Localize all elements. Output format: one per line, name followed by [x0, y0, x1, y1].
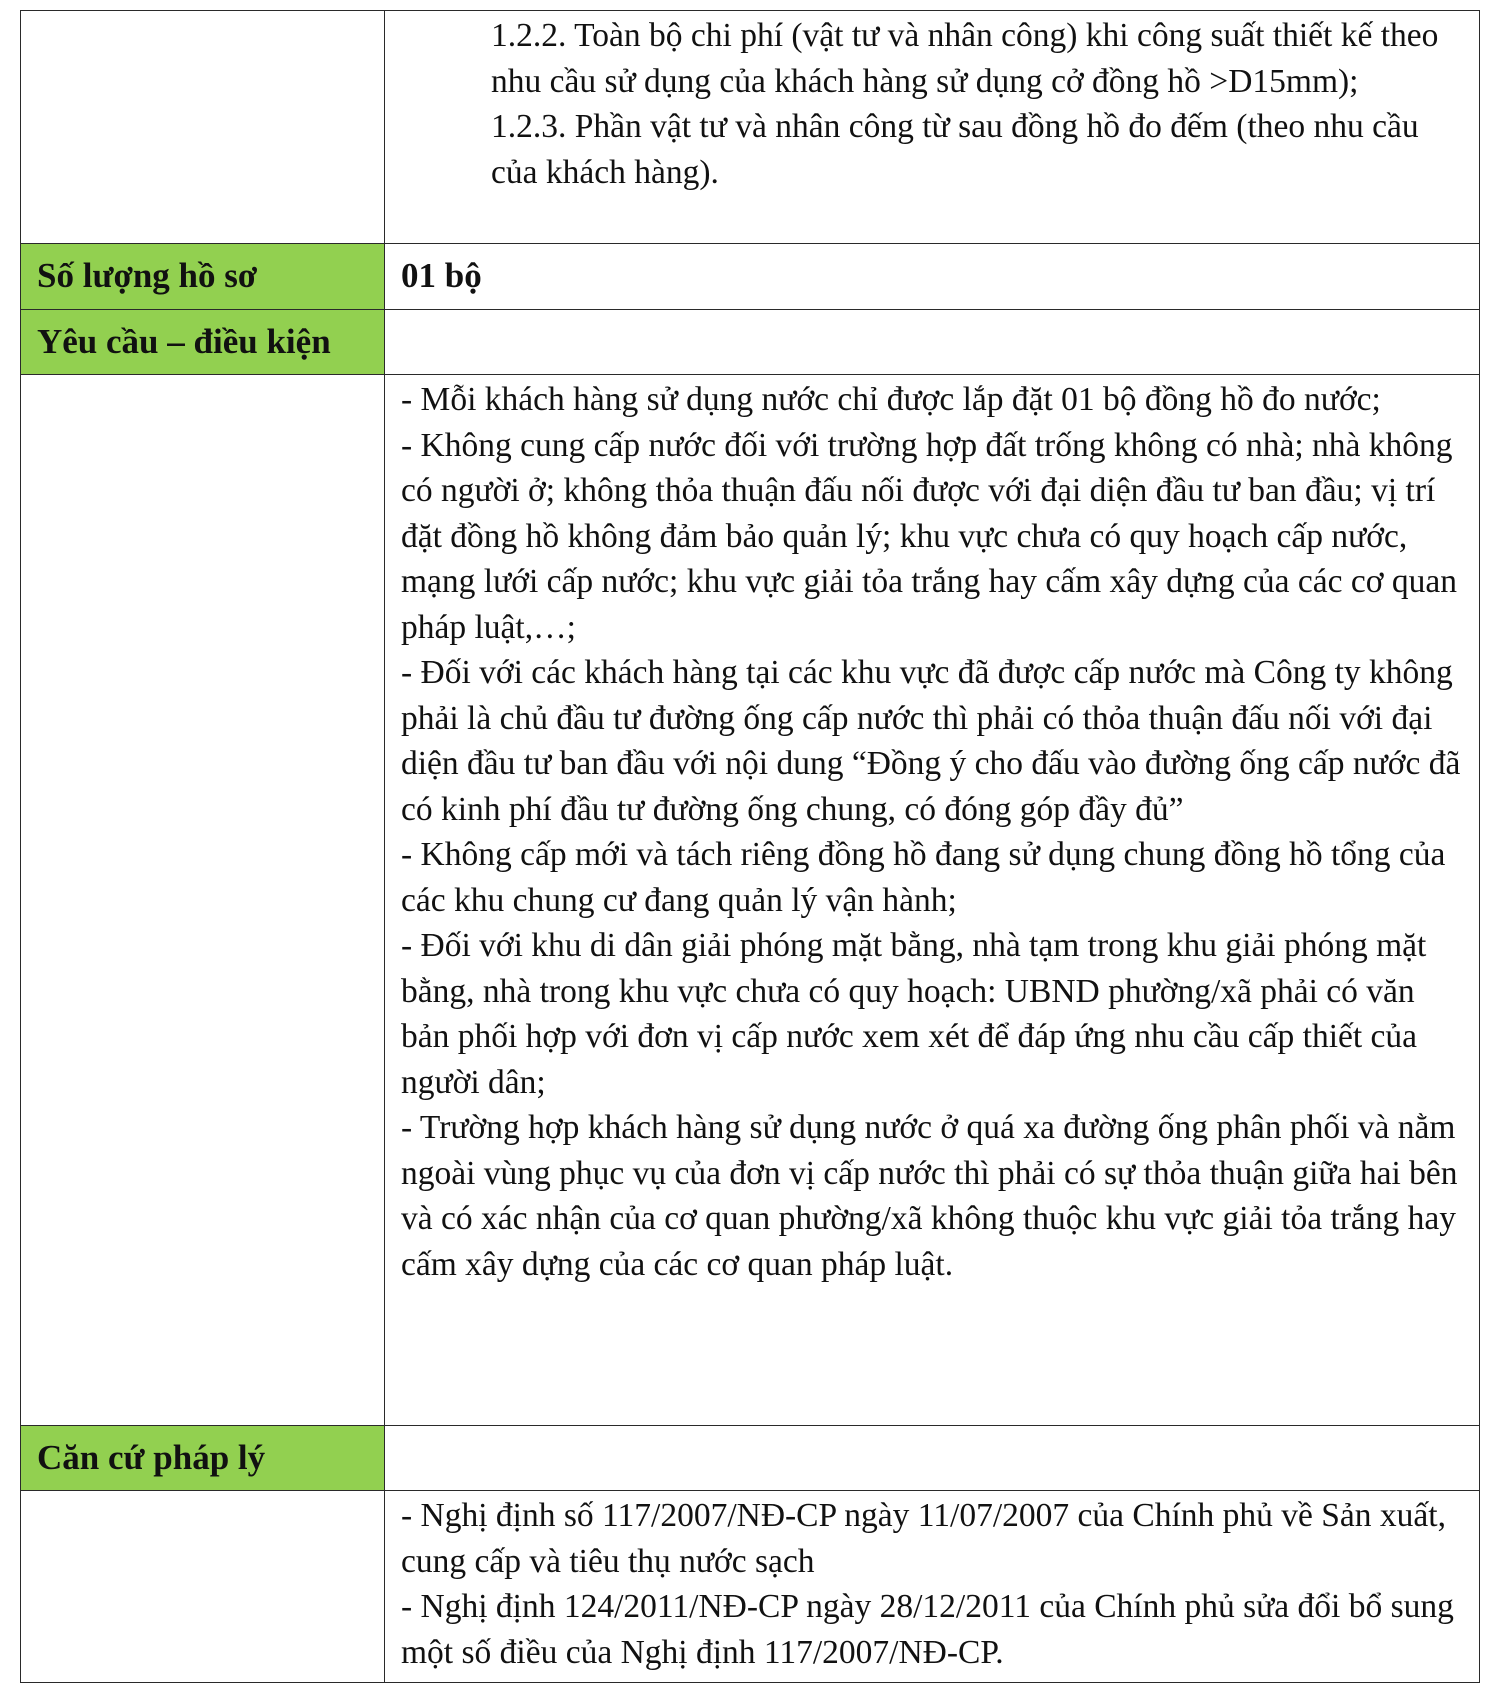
- legal-basis-header-row: [21, 1426, 1480, 1491]
- requirements-label: Yêu cầu – điều kiện: [37, 322, 331, 361]
- requirements-label-cell: [21, 310, 385, 375]
- legal-basis-content-cell: [385, 1491, 1480, 1683]
- requirement-item: - Đối với khu di dân giải phóng mặt bằng, nhà tạm trong khu giải phóng mặt bằng, nhà trong khu vực chưa có quy hoạch: UBND phường/xã phải có văn bản phối hợp với đơn vị cấp nước xem xét để đáp ứng nhu cầu cấp thiết của người dân;: [401, 927, 1427, 1101]
- empty-label-cell: [21, 11, 385, 244]
- requirements-header-empty-cell: [385, 310, 1480, 375]
- quantity-value-cell: [385, 244, 1480, 310]
- quantity-label-cell: [21, 244, 385, 310]
- legal-basis-item: - Nghị định 124/2011/NĐ-CP ngày 28/12/2011 của Chính phủ sửa đổi bổ sung một số điều của Nghị định 117/2007/NĐ-CP.: [401, 1588, 1454, 1671]
- requirement-item: - Không cung cấp nước đối với trường hợp đất trống không có nhà; nhà không có người ở; không thỏa thuận đấu nối được với đại diện đầu tư ban đầu; vị trí đặt đồng hồ không đảm bảo quản lý; khu vực chưa có quy hoạch cấp nước, mạng lưới cấp nước; khu vực giải tỏa trắng hay cấm xây dựng của các cơ quan pháp luật,…;: [401, 426, 1457, 646]
- requirements-header-row: [21, 310, 1480, 375]
- legal-basis-label: Căn cứ pháp lý: [37, 1438, 266, 1477]
- cost-items-cell: [385, 11, 1480, 244]
- quantity-value: 01 bộ: [401, 256, 482, 295]
- cost-items-row: [21, 11, 1480, 244]
- legal-basis-item: - Nghị định số 117/2007/NĐ-CP ngày 11/07/2007 của Chính phủ về Sản xuất, cung cấp và tiêu thụ nước sạch: [401, 1497, 1446, 1580]
- empty-label-cell: [21, 1491, 385, 1683]
- legal-basis-header-empty-cell: [385, 1426, 1480, 1491]
- procedure-table: [20, 10, 1480, 1683]
- requirement-item: - Không cấp mới và tách riêng đồng hồ đang sử dụng chung đồng hồ tổng của các khu chung cư đang quản lý vận hành;: [401, 836, 1446, 919]
- quantity-row: [21, 244, 1480, 310]
- requirements-content-cell: [385, 375, 1480, 1426]
- requirements-content-row: [21, 375, 1480, 1426]
- empty-label-cell: [21, 375, 385, 1426]
- quantity-label: Số lượng hồ sơ: [37, 256, 258, 295]
- legal-basis-content-row: [21, 1491, 1480, 1683]
- requirement-item: - Mỗi khách hàng sử dụng nước chỉ được lắp đặt 01 bộ đồng hồ đo nước;: [401, 381, 1381, 418]
- cost-item-1-2-3: 1.2.3. Phần vật tư và nhân công từ sau đồng hồ đo đếm (theo nhu cầu của khách hàng).: [491, 108, 1419, 191]
- requirement-item: - Đối với các khách hàng tại các khu vực đã được cấp nước mà Công ty không phải là chủ đầu tư đường ống cấp nước thì phải có thỏa thuận đấu nối với đại diện đầu tư ban đầu với nội dung “Đồng ý cho đấu vào đường ống cấp nước đã có kinh phí đầu tư đường ống chung, có đóng góp đầy đủ”: [401, 654, 1461, 828]
- requirement-item: - Trường hợp khách hàng sử dụng nước ở quá xa đường ống phân phối và nằm ngoài vùng phục vụ của đơn vị cấp nước thì phải có sự thỏa thuận giữa hai bên và có xác nhận của cơ quan phường/xã không thuộc khu vực giải tỏa trắng hay cấm xây dựng của các cơ quan pháp luật.: [401, 1109, 1458, 1283]
- legal-basis-label-cell: [21, 1426, 385, 1491]
- cost-item-1-2-2: 1.2.2. Toàn bộ chi phí (vật tư và nhân công) khi công suất thiết kế theo nhu cầu sử dụng của khách hàng sử dụng cở đồng hồ >D15mm);: [491, 17, 1439, 100]
